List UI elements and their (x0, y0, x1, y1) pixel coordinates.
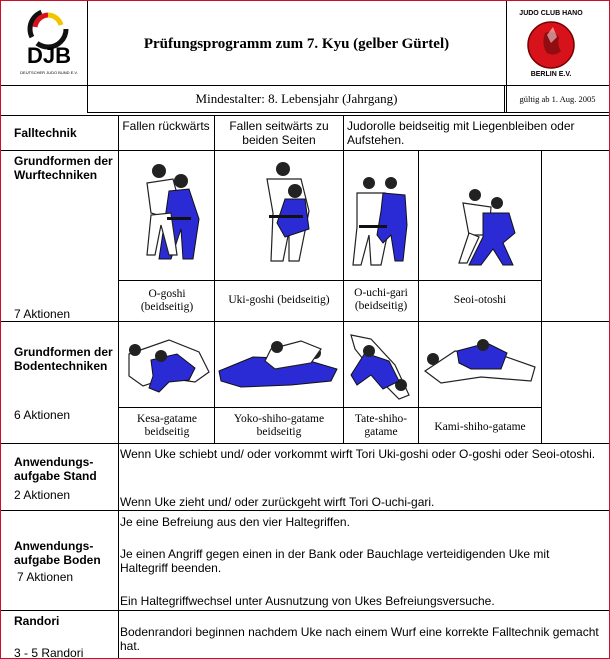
boden-technique-2: Yoko-shiho-gatame beidseitig (233, 413, 325, 438)
stand-label: Anwendungs-aufgabe Stand (14, 455, 97, 483)
club-logo-bottom: BERLIN E.V. (530, 71, 572, 78)
wurf-technique-2: Uki-goshi (beidseitig) (228, 294, 330, 306)
club-logo-top: JUDO CLUB HANO (519, 10, 583, 17)
falltechnik-label: Falltechnik (14, 126, 77, 140)
stand-count: 2 Aktionen (14, 488, 71, 502)
wurf-technique-3: O-uchi-gari (beidseitig) (354, 287, 408, 312)
boden-technique-3: Tate-shiho-gatame (354, 413, 408, 438)
kesa-gatame-picture (121, 324, 213, 396)
boden-label: Grundformen der Bodentechniken (14, 345, 113, 373)
wurf-label: Grundformen der Wurftechniken (14, 154, 113, 182)
grid-line (118, 280, 542, 281)
boden-count: 6 Aktionen (14, 408, 71, 422)
boden-technique-4: Kami-shiho-gatame (434, 421, 526, 433)
grid-line (87, 1, 88, 112)
bodenaufgabe-line-2: Je einen Angriff gegen einen in der Bank oder Bauchlage verteidigenden Uke mit Haltegriff beenden. (120, 547, 550, 575)
grid-line (343, 115, 344, 443)
grid-line (1, 510, 609, 511)
grid-line (418, 150, 419, 443)
page-title: Prüfungsprogramm zum 7. Kyu (gelber Gürtel) (143, 36, 450, 52)
wurf-technique-1: O-goshi (beidseitig) (140, 288, 194, 313)
uki-goshi-picture (245, 157, 321, 267)
djb-logo-subtext: DEUTSCHER JUDO BUND E.V. (20, 70, 78, 75)
grid-line (1, 610, 609, 611)
seoi-otoshi-picture (453, 185, 527, 267)
bodenaufgabe-line-1: Je eine Befreiung aus den vier Haltegriffen. (120, 515, 350, 529)
o-uchi-gari-picture (347, 173, 413, 269)
wurf-count: 7 Aktionen (14, 307, 71, 321)
bodenaufgabe-count: 7 Aktionen (17, 570, 74, 584)
stand-line-1: Wenn Uke schiebt und/ oder vorkommt wirft Tori Uki-goshi oder O-goshi oder Seoi-otoshi. (120, 447, 596, 461)
tate-shiho-gatame-picture (345, 325, 417, 405)
randori-label: Randori (14, 614, 60, 628)
bodenaufgabe-line-3: Ein Haltegriffwechsel unter Ausnutzung von Ukes Befreiungsversuche. (120, 594, 495, 608)
grid-line (1, 115, 609, 116)
grid-line (214, 115, 215, 443)
grid-line (1, 443, 609, 444)
boden-technique-1: Kesa-gatame beidseitig (136, 413, 198, 438)
grid-line (1, 321, 609, 322)
grid-line (1, 85, 609, 86)
judorolle: Judorolle beidseitig mit Liegenbleiben oder Aufstehen. (347, 119, 575, 147)
kami-shiho-gatame-picture (421, 331, 539, 389)
fall-seitwaerts: Fallen seitwärts zu beiden Seiten (229, 119, 329, 147)
grid-line (118, 407, 542, 408)
randori-count: 3 - 5 Randori (14, 646, 84, 659)
valid-from: gültig ab 1. Aug. 2005 (519, 94, 596, 104)
grid-line (1, 150, 609, 151)
o-goshi-picture (129, 157, 205, 267)
grid-line (118, 115, 119, 658)
min-age: Mindestalter: 8. Lebensjahr (Jahrgang) (195, 91, 398, 106)
grid-line (541, 150, 542, 443)
fall-rueckwaerts: Fallen rückwärts (122, 119, 210, 133)
grid-line (506, 1, 507, 112)
randori-line: Bodenrandori beginnen nachdem Uke nach einem Wurf eine korrekte Falltechnik gemacht hat. (120, 625, 599, 653)
bodenaufgabe-label: Anwendungs-aufgabe Boden (14, 539, 101, 567)
grid-line (504, 85, 505, 112)
grid-line (87, 112, 609, 113)
djb-logo-text: DJB (26, 43, 71, 68)
wurf-technique-4: Seoi-otoshi (453, 294, 507, 306)
stand-line-2: Wenn Uke zieht und/ oder zurückgeht wirft Tori O-uchi-gari. (120, 495, 435, 509)
yoko-shiho-gatame-picture (215, 331, 343, 389)
